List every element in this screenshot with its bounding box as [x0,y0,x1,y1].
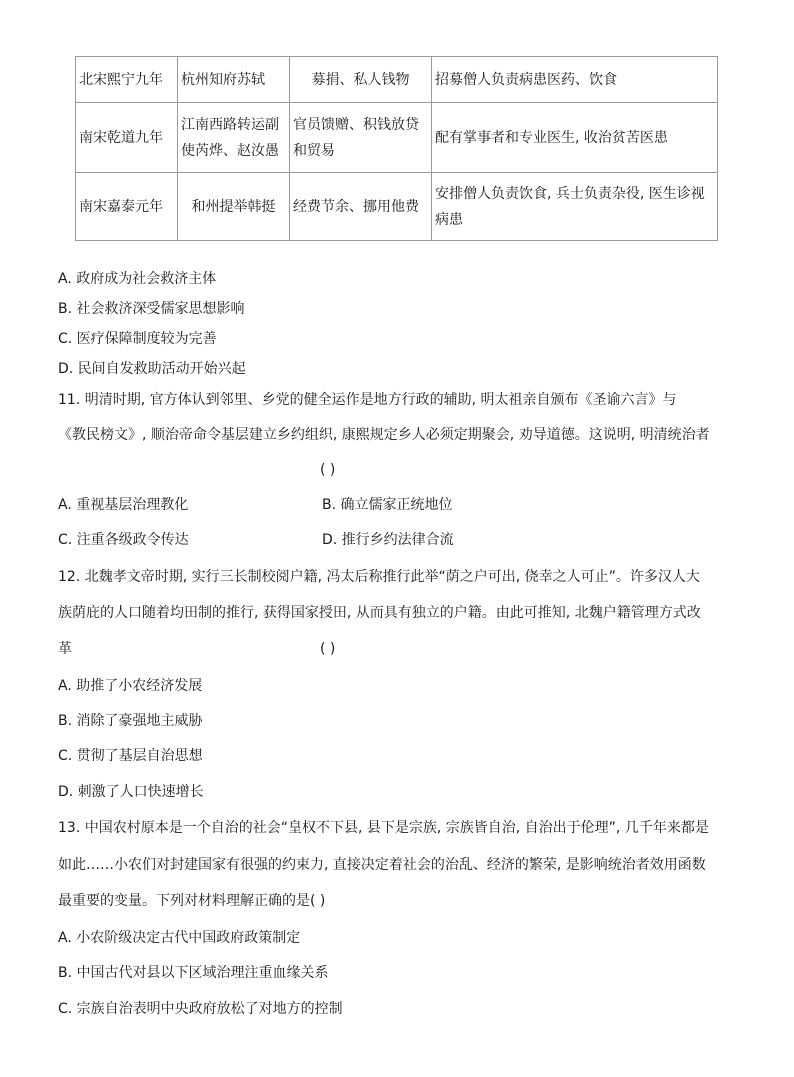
q12-option-d: D. 刺激了人口快速增长 [58,784,204,800]
q13-option-c: C. 宗族自治表明中央政府放松了对地方的控制 [58,1001,343,1017]
table-cell: 募捐、私人钱物 [290,57,432,103]
table-cell: 配有掌事者和专业医生, 收治贫苦医患 [432,103,718,173]
table-cell: 官员馈赠、积钱放贷和贸易 [290,103,432,173]
q12-stem-line2: 族荫庇的人口随着均田制的推行, 获得国家授田, 从而具有独立的户籍。由此可推知, 北魏户籍管理方式改 [58,605,701,621]
q11-option-c: C. 注重各级政令传达 [58,532,189,548]
q10-option-b: B. 社会救济深受儒家思想影响 [58,301,245,317]
q12-answer-blank: ( ) [320,641,336,657]
q12-stem-line1: 12. 北魏孝文帝时期, 实行三长制校阅户籍, 冯太后称推行此举“荫之户可出, 侥幸之人可止”。许多汉人大 [58,569,700,585]
relief-institutions-table [75,56,718,241]
table-row [76,57,718,103]
q13-stem-line1: 13. 中国农村原本是一个自治的社会“皇权不下县, 县下是宗族, 宗族皆自治, 自治出于伦理”, 几千年来都是 [58,820,709,836]
q10-option-c: C. 医疗保障制度较为完善 [58,331,217,347]
q11-option-d: D. 推行乡约法律合流 [322,532,454,548]
table-cell: 经费节余、挪用他费 [290,173,432,241]
q12-option-c: C. 贯彻了基层自治思想 [58,748,203,764]
table-cell: 北宋熙宁九年 [76,57,178,103]
q13-option-b: B. 中国古代对县以下区域治理注重血缘关系 [58,965,329,981]
q10-option-d: D. 民间自发救助活动开始兴起 [58,361,246,377]
q11-option-b: B. 确立儒家正统地位 [322,497,453,513]
q12-option-a: A. 助推了小农经济发展 [58,678,203,694]
table-cell: 江南西路转运副使芮烨、赵汝愚 [178,103,290,173]
table-cell: 和州提举韩挺 [178,173,290,241]
q10-option-a: A. 政府成为社会救济主体 [58,271,217,287]
table-cell: 安排僧人负责饮食, 兵士负责杂役, 医生诊视病患 [432,173,718,241]
q13-stem-line2: 如此……小农们对封建国家有很强的约束力, 直接决定着社会的治乱、经济的繁荣, 是影响统治者效用函数 [58,857,706,873]
q12-stem-line3: 革 [58,641,72,657]
table-cell: 杭州知府苏轼 [178,57,290,103]
q11-answer-blank: ( ) [320,462,336,478]
table-cell: 南宋乾道九年 [76,103,178,173]
q11-option-a: A. 重视基层治理教化 [58,497,189,513]
table-row [76,173,718,241]
table-cell: 南宋嘉泰元年 [76,173,178,241]
q11-stem-line2: 《教民榜文》, 顺治帝命令基层建立乡约组织, 康熙规定乡人必须定期聚会, 劝导道德。这说明, 明清统治者 [58,427,710,443]
q13-option-a: A. 小农阶级决定古代中国政府政策制定 [58,930,301,946]
table-row [76,103,718,173]
q13-stem-line3: 最重要的变量。下列对材料理解正确的是( ) [58,893,326,909]
table-cell: 招募僧人负责病患医药、饮食 [432,57,718,103]
q11-stem-line1: 11. 明清时期, 官方体认到邻里、乡党的健全运作是地方行政的辅助, 明太祖亲自颁布《圣谕六言》与 [58,392,677,408]
q12-option-b: B. 消除了豪强地主威胁 [58,713,203,729]
